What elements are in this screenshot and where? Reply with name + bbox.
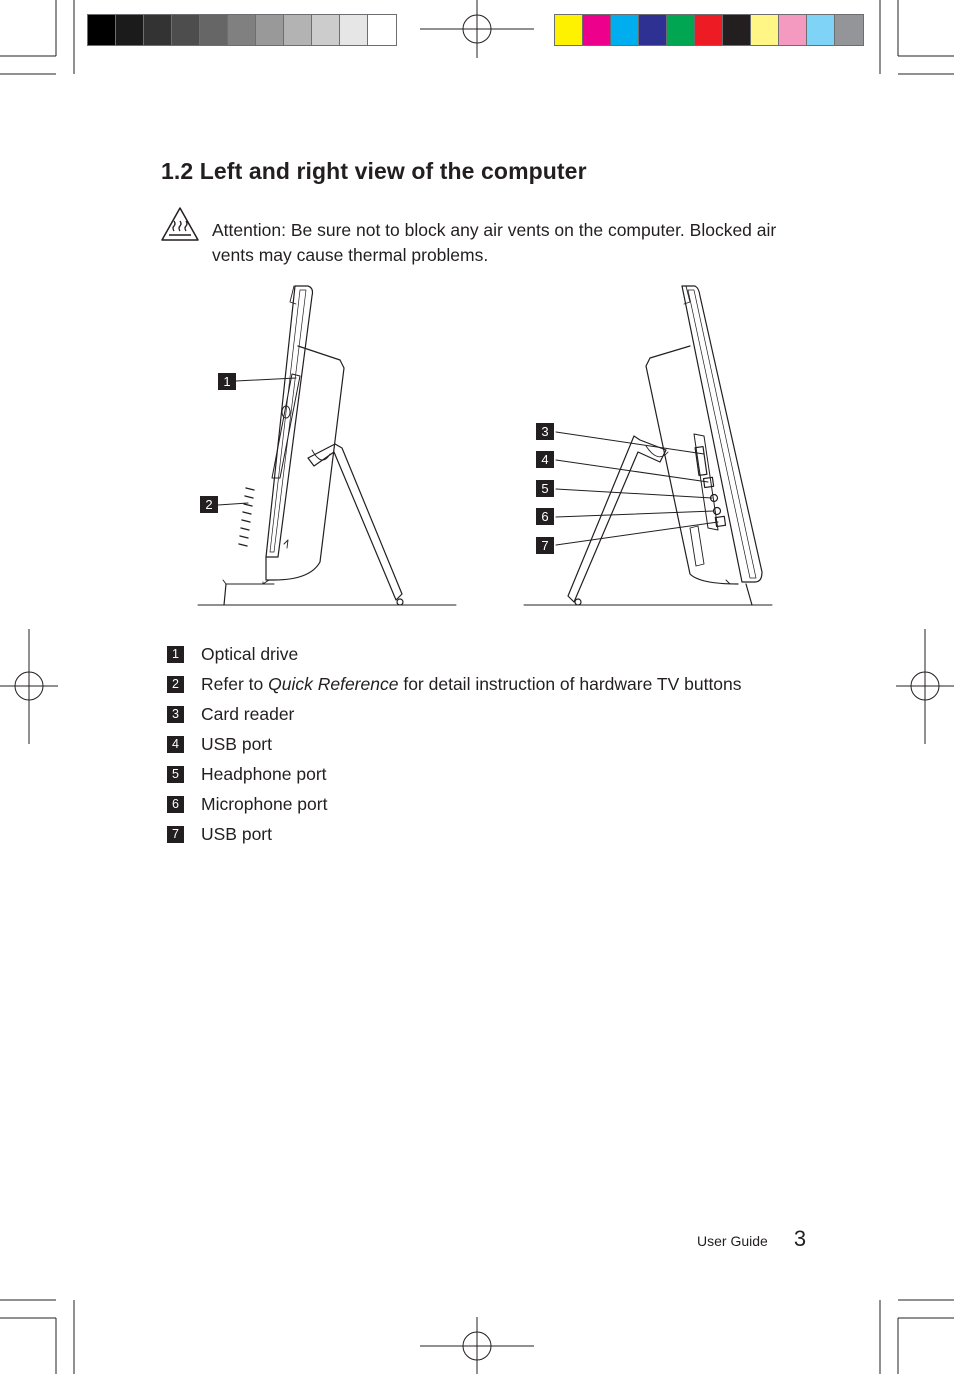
color-swatch <box>172 15 200 45</box>
color-swatch <box>340 15 368 45</box>
color-swatch <box>779 15 807 45</box>
legend-text <box>201 674 742 695</box>
grayscale-swatch-strip <box>87 14 397 46</box>
legend-number: 3 <box>167 706 184 723</box>
footer-guide-label: User Guide <box>697 1233 768 1249</box>
quick-reference-title: Quick Reference <box>268 673 399 694</box>
svg-text:6: 6 <box>541 509 549 524</box>
color-swatch <box>835 15 863 45</box>
callout-leaders <box>218 378 718 545</box>
color-swatch <box>751 15 779 45</box>
hot-surface-warning-icon <box>160 206 200 242</box>
legend-text: USB port <box>201 823 272 844</box>
legend-item <box>167 759 742 789</box>
color-swatch <box>723 15 751 45</box>
left-side-view <box>198 286 456 605</box>
color-swatch <box>555 15 583 45</box>
legend-text: Headphone port <box>201 763 327 784</box>
color-swatch <box>144 15 172 45</box>
legend-number: 4 <box>167 736 184 753</box>
component-legend <box>167 639 742 849</box>
color-swatch <box>807 15 835 45</box>
attention-body: Be sure not to block any air vents on the computer. Blocked air vents may cause thermal problems. <box>212 220 777 265</box>
color-swatch-strip <box>554 14 864 46</box>
page-number: 3 <box>793 1226 807 1251</box>
legend-item <box>167 789 742 819</box>
color-swatch <box>256 15 284 45</box>
callout-7 <box>536 537 554 554</box>
color-swatch <box>284 15 312 45</box>
svg-text:4: 4 <box>541 452 549 467</box>
legend-text: Card reader <box>201 703 295 724</box>
svg-text:3: 3 <box>541 424 549 439</box>
color-swatch <box>667 15 695 45</box>
computer-side-views-illustration <box>190 282 790 622</box>
svg-text:1: 1 <box>223 374 231 389</box>
color-swatch <box>228 15 256 45</box>
color-swatch <box>312 15 340 45</box>
section-title: 1.2 Left and right view of the computer <box>161 158 587 184</box>
legend-number: 7 <box>167 826 184 843</box>
color-swatch <box>368 15 396 45</box>
color-swatch <box>88 15 116 45</box>
color-swatch <box>116 15 144 45</box>
color-swatch <box>583 15 611 45</box>
callout-2 <box>200 496 218 513</box>
legend-item <box>167 639 742 669</box>
page-footer <box>697 1226 806 1252</box>
legend-item <box>167 699 742 729</box>
legend-number: 6 <box>167 796 184 813</box>
callout-6 <box>536 508 554 525</box>
legend-number: 5 <box>167 766 184 783</box>
callout-5 <box>536 480 554 497</box>
color-swatch <box>200 15 228 45</box>
color-swatch <box>695 15 723 45</box>
color-swatch <box>611 15 639 45</box>
legend-text: Optical drive <box>201 643 299 664</box>
svg-text:2: 2 <box>205 497 213 512</box>
legend-item <box>167 669 742 699</box>
callout-1 <box>218 373 236 390</box>
legend-text: USB port <box>201 733 272 754</box>
attention-label: Attention: <box>212 220 286 240</box>
legend-item <box>167 819 742 849</box>
color-swatch <box>639 15 667 45</box>
legend-number: 1 <box>167 646 184 663</box>
attention-text <box>212 218 802 268</box>
svg-text:5: 5 <box>541 481 549 496</box>
callout-4 <box>536 451 554 468</box>
legend-text: Microphone port <box>201 793 328 814</box>
legend-number: 2 <box>167 676 184 693</box>
legend-text-after: for detail instruction of hardware TV buttons <box>398 673 742 694</box>
svg-text:7: 7 <box>541 538 549 553</box>
legend-item <box>167 729 742 759</box>
legend-text-before: Refer to <box>201 673 269 694</box>
callout-3 <box>536 423 554 440</box>
